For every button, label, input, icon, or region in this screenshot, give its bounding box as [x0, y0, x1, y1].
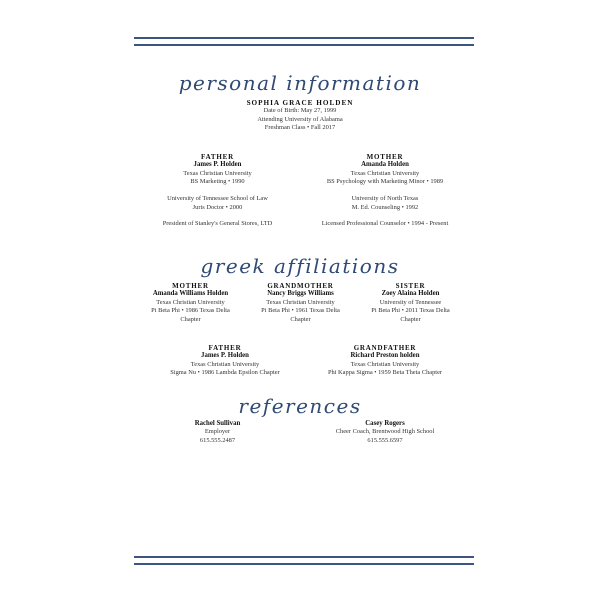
greek-mother-line1: Pi Beta Phi • 1986 Texas Delta	[151, 307, 230, 315]
reference-name: Rachel Sullivan	[194, 420, 241, 427]
greek-grandmother	[243, 282, 358, 324]
greek-mother-name: Amanda Williams Holden	[152, 290, 229, 298]
greek-grandfather-school: Texas Christian University	[350, 360, 420, 368]
father-edu2-school: University of Tennessee School of Law	[167, 195, 268, 203]
greek-father-name: James P. Holden	[201, 352, 249, 360]
greek-father-school: Texas Christian University	[190, 360, 260, 368]
top-rule-2	[134, 44, 474, 46]
student-name: SOPHIA GRACE HOLDEN	[246, 99, 354, 107]
mother-role: MOTHER	[366, 153, 404, 161]
mother-edu1-degree: BS Psychology with Marketing Minor • 1989	[326, 178, 444, 186]
father-name: James P. Holden	[193, 161, 242, 169]
greek-grandfather	[300, 344, 470, 378]
mother-edu1-school: Texas Christian University	[350, 169, 420, 177]
greek-sister-school: University of Tennessee	[379, 298, 442, 306]
father-role: FATHER	[201, 153, 234, 161]
greek-sister-line2: Chapter	[400, 315, 421, 323]
greek-sister	[353, 282, 468, 324]
student-school: Attending University of Alabama	[257, 115, 343, 123]
father-edu1-degree: BS Marketing • 1990	[190, 178, 245, 186]
section-title-greek: greek affiliations	[200, 254, 400, 278]
student-info	[200, 99, 400, 133]
top-rule-1	[134, 37, 474, 39]
greek-father	[140, 344, 310, 378]
greek-sister-line1: Pi Beta Phi • 2011 Texas Delta	[371, 307, 450, 315]
section-title-references: references	[238, 394, 362, 418]
student-class: Freshman Class • Fall 2017	[264, 124, 336, 132]
greek-mother-line2: Chapter	[180, 315, 201, 323]
mother-job: Licensed Professional Counselor • 1994 - Present	[321, 220, 449, 228]
greek-father-role: FATHER	[208, 344, 242, 352]
father-edu2-degree: Juris Doctor • 2000	[192, 203, 243, 211]
greek-grandmother-role: GRANDMOTHER	[267, 282, 334, 290]
father-job: President of Stanley's General Stores, LTD	[162, 220, 273, 228]
father-edu1-school: Texas Christian University	[183, 169, 252, 177]
mother-name: Amanda Holden	[361, 161, 409, 169]
greek-mother	[133, 282, 248, 324]
greek-grandfather-role: GRANDFATHER	[353, 344, 417, 352]
parent-mother	[295, 153, 475, 229]
section-title-personal: personal information	[178, 71, 422, 95]
reference-2	[305, 420, 465, 445]
greek-mother-role: MOTHER	[172, 282, 209, 290]
greek-grandmother-name: Nancy Briggs Williams	[267, 290, 334, 298]
greek-grandfather-name: Richard Preston holden	[350, 352, 420, 360]
greek-grandmother-line1: Pi Beta Phi • 1961 Texas Delta	[261, 307, 340, 315]
mother-edu2-school: University of North Texas	[351, 195, 419, 203]
parent-father	[130, 153, 305, 229]
mother-edu2-degree: M. Ed. Counseling • 1992	[351, 203, 419, 211]
reference-1	[150, 420, 285, 445]
student-dob: Date of Birth: May 27, 1999	[263, 107, 337, 115]
greek-mother-school: Texas Christian University	[156, 298, 225, 306]
reference-title: Employer	[204, 428, 231, 436]
greek-sister-name: Zoey Alaina Holden	[381, 290, 440, 298]
reference-name: Casey Rogers	[365, 420, 405, 427]
bottom-rule-1	[134, 556, 474, 558]
greek-sister-role: SISTER	[395, 282, 426, 290]
reference-title: Cheer Coach, Brentwood High School	[335, 428, 435, 436]
greek-grandmother-line2: Chapter	[290, 315, 311, 323]
reference-phone: 615.555.6597	[367, 436, 403, 444]
reference-phone: 615.555.2487	[199, 436, 236, 444]
greek-father-line1: Sigma Nu • 1986 Lambda Epsilon Chapter	[170, 369, 280, 377]
greek-grandmother-school: Texas Christian University	[266, 298, 335, 306]
greek-grandfather-line1: Phi Kappa Sigma • 1959 Beta Theta Chapter	[327, 369, 443, 377]
bottom-rule-2	[134, 563, 474, 565]
